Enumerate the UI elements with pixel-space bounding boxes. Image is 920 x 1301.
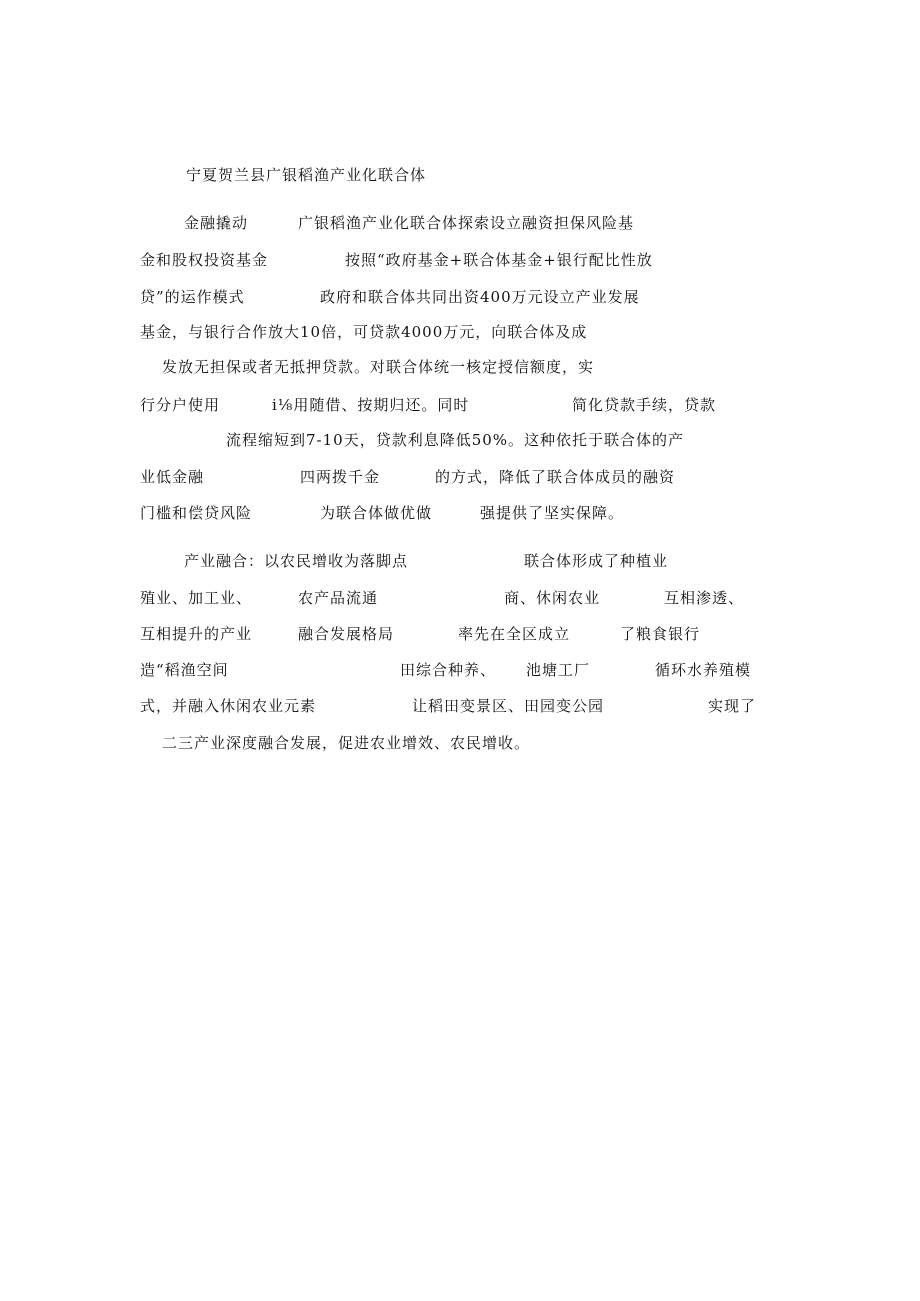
text-segment: 简化贷款手续，贷款: [572, 396, 717, 414]
text-segment: 门槛和偿贷风险: [140, 504, 253, 522]
text-segment: i⅛用随借、按期归还。同时: [272, 396, 470, 414]
paragraph-line: [0, 286, 920, 308]
text-segment: 为联合体做优做: [320, 504, 433, 522]
paragraph-line: [0, 695, 920, 717]
document-title: 宁夏贺兰县广银稻渔产业化联合体: [186, 166, 427, 184]
text-segment: 强提供了坚实保障。: [480, 504, 625, 522]
text-segment: 贷”的运作模式: [140, 288, 245, 306]
paragraph-line: [0, 623, 920, 645]
paragraph-line: [0, 587, 920, 609]
text-segment: 实现了: [708, 697, 757, 715]
text-segment: 循环水养殖模: [655, 661, 752, 679]
text-segment: 二三产业深度融合发展，促进农业增效、农民增收。: [162, 734, 531, 752]
text-segment: 联合体形成了种植业: [524, 552, 669, 570]
paragraph-line: [0, 502, 920, 524]
paragraph-line: [0, 659, 920, 681]
text-segment: 产业融合：以农民增收为落脚点: [184, 552, 409, 570]
paragraph-line: [0, 466, 920, 488]
text-segment: 率先在全区成立: [458, 625, 571, 643]
paragraph-line: [0, 550, 920, 572]
text-segment: 的方式，降低了联合体成员的融资: [435, 468, 676, 486]
text-segment: 池塘工厂: [526, 661, 591, 679]
text-segment: 了粮食银行: [620, 625, 701, 643]
text-segment: 行分户使用: [140, 396, 221, 414]
text-segment: 殖业、加工业、: [140, 589, 253, 607]
text-segment: 业低金融: [140, 468, 205, 486]
text-segment: 政府和联合体共同出资400万元设立产业发展: [320, 288, 640, 306]
text-segment: 互相渗透、: [664, 589, 745, 607]
paragraph-line: [0, 212, 920, 234]
paragraph-line: [0, 394, 920, 416]
paragraph-line: [0, 249, 920, 271]
text-segment: 基金，与银行合作放大10倍，可贷款4000万元，向联合体及成: [140, 323, 588, 341]
text-segment: 发放无担保或者无抵押贷款。对联合体统一核定授信额度，实: [162, 358, 595, 376]
text-segment: 田综合种养、: [400, 661, 497, 679]
text-segment: 农产品流通: [298, 589, 379, 607]
paragraph-line: [0, 356, 920, 378]
text-segment: 金融撬动: [184, 214, 249, 232]
text-segment: 让稻田变景区、田园变公园: [412, 697, 605, 715]
text-segment: 广银稻渔产业化联合体探索设立融资担保风险基: [298, 214, 635, 232]
text-segment: 四两拨千金: [300, 468, 381, 486]
text-segment: 商、休闲农业: [504, 589, 601, 607]
text-segment: 流程缩短到7-10天，贷款利息降低50%。这种依托于联合体的产: [226, 431, 685, 449]
text-segment: 金和股权投资基金: [140, 251, 269, 269]
text-segment: 融合发展格局: [298, 625, 395, 643]
paragraph-line: [0, 732, 920, 754]
text-segment: 造“稻渔空间: [140, 661, 229, 679]
text-segment: 按照“政府基金+联合体基金+银行配比性放: [345, 251, 653, 269]
paragraph-line: [0, 429, 920, 451]
text-segment: 互相提升的产业: [140, 625, 253, 643]
paragraph-line: [0, 321, 920, 343]
text-segment: 式，并融入休闲农业元素: [140, 697, 317, 715]
